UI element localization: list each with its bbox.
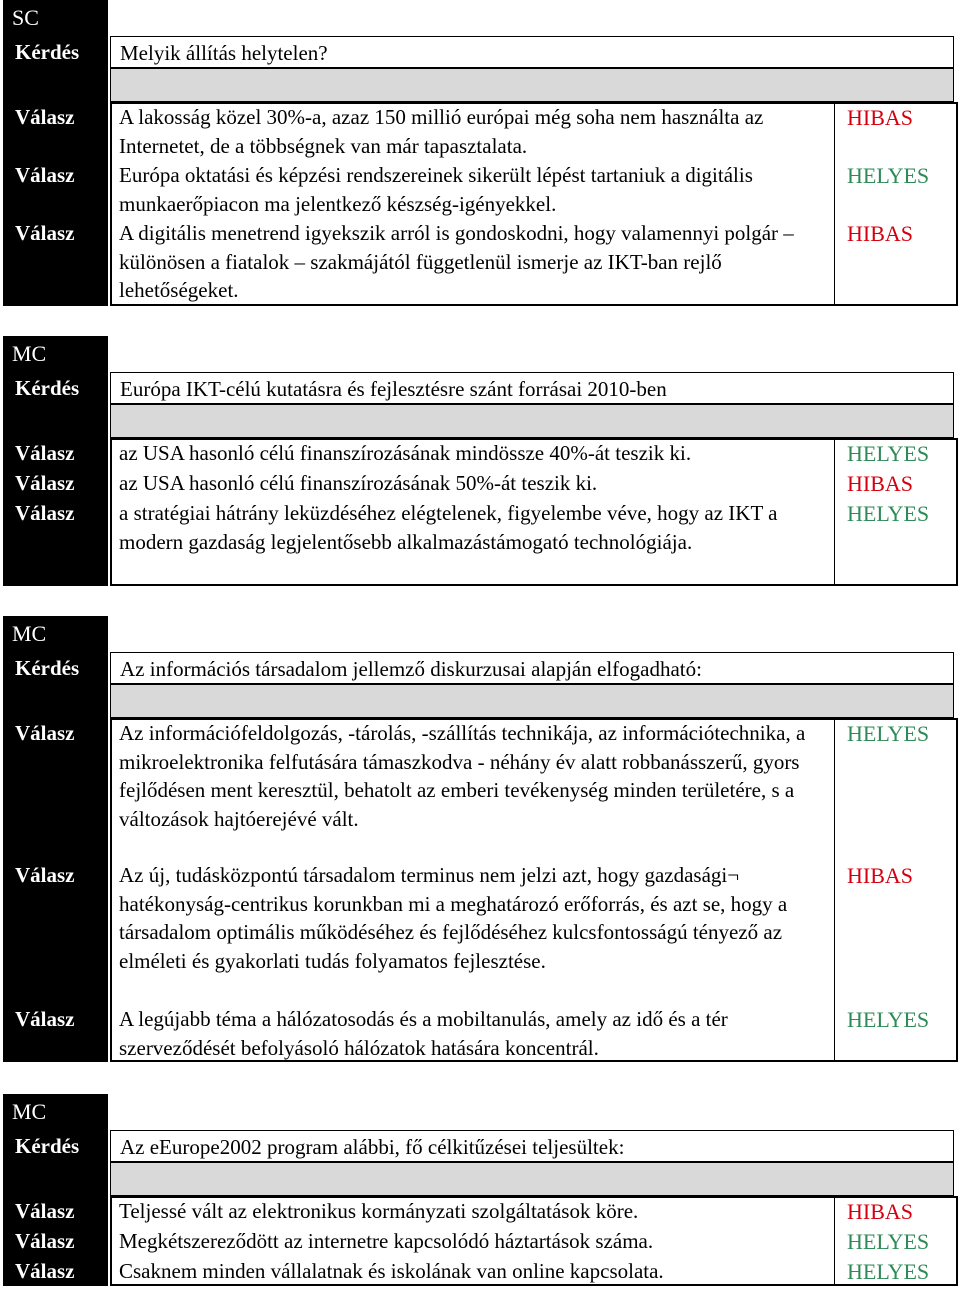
separator-row bbox=[110, 1162, 954, 1196]
answer-label: Válasz bbox=[15, 1229, 75, 1253]
question-text-cell bbox=[110, 652, 954, 684]
answer-area-border bbox=[110, 718, 958, 1062]
question-type: MC bbox=[12, 1099, 47, 1124]
answer-text: Európa oktatási és képzési rendszereinek sikerült lépést tartaniuk a digitális munkaerőpiacon ma jelentkező készség-igényekkel. bbox=[119, 163, 753, 216]
question-type-cell bbox=[3, 336, 108, 372]
answer-label: Válasz bbox=[15, 501, 75, 525]
question-label: Kérdés bbox=[15, 376, 80, 400]
answer-area-border bbox=[110, 438, 958, 586]
answer-label: Válasz bbox=[15, 471, 75, 495]
answer-label-cell bbox=[3, 218, 108, 306]
answer-label-cell bbox=[3, 718, 108, 860]
answer-label: Válasz bbox=[15, 1007, 75, 1031]
answer-label: Válasz bbox=[15, 1259, 75, 1283]
answer-result-badge: HIBAS bbox=[847, 863, 914, 888]
answer-label: Válasz bbox=[15, 105, 75, 129]
separator-row bbox=[110, 404, 954, 438]
answer-label-cell bbox=[3, 1196, 108, 1226]
answer-text: A legújabb téma a hálózatosodás és a mobiltanulás, amely az idő és a tér szerveződését befolyásoló hálózatok hatására koncentrál. bbox=[119, 1007, 728, 1060]
answer-label-cell bbox=[3, 160, 108, 218]
answer-result-badge: HELYES bbox=[847, 501, 930, 526]
question-text: Az információs társadalom jellemző diskurzusai alapján elfogadható: bbox=[120, 657, 702, 681]
question-text: Melyik állítás helytelen? bbox=[120, 41, 328, 65]
answer-label-cell bbox=[3, 468, 108, 498]
separator-row bbox=[110, 684, 954, 718]
label-column-spacer bbox=[3, 1162, 108, 1196]
answer-result-badge: HIBAS bbox=[847, 471, 914, 496]
question-text-cell bbox=[110, 36, 954, 68]
question-text: Európa IKT-célú kutatásra és fejlesztésre szánt forrásai 2010-ben bbox=[120, 377, 667, 401]
answer-text: az USA hasonló célú finanszírozásának mindössze 40%-át teszik ki. bbox=[119, 441, 692, 465]
question-label: Kérdés bbox=[15, 1134, 80, 1158]
answer-result-badge: HELYES bbox=[847, 1259, 930, 1284]
answer-label: Válasz bbox=[15, 163, 75, 187]
answer-area-border bbox=[110, 1196, 958, 1286]
question-label-cell bbox=[3, 1130, 108, 1162]
question-type-cell bbox=[3, 1094, 108, 1130]
question-type-cell bbox=[3, 0, 108, 36]
answer-text: az USA hasonló célú finanszírozásának 50%-át teszik ki. bbox=[119, 471, 598, 495]
answer-label-cell bbox=[3, 1004, 108, 1062]
answer-result-badge: HIBAS bbox=[847, 105, 914, 130]
question-text: Az eEurope2002 program alábbi, fő célkitűzései teljesültek: bbox=[120, 1135, 625, 1159]
answer-label-cell bbox=[3, 1256, 108, 1286]
question-label: Kérdés bbox=[15, 656, 80, 680]
answer-area-border bbox=[110, 102, 958, 306]
question-type: MC bbox=[12, 621, 47, 646]
answer-text: A digitális menetrend igyekszik arról is gondoskodni, hogy valamennyi polgár – különösen a fiatalok – szakmájától függetlenül ismerje az IKT-ban rejlő lehetőségeket. bbox=[119, 221, 794, 302]
question-type-cell bbox=[3, 616, 108, 652]
answer-result-badge: HELYES bbox=[847, 163, 930, 188]
answer-result-badge: HIBAS bbox=[847, 1199, 914, 1224]
answer-label: Válasz bbox=[15, 863, 75, 887]
answer-label: Válasz bbox=[15, 721, 75, 745]
label-column-spacer bbox=[3, 684, 108, 718]
question-label-cell bbox=[3, 372, 108, 404]
label-column-spacer bbox=[3, 68, 108, 102]
answer-text: Csaknem minden vállalatnak és iskolának van online kapcsolata. bbox=[119, 1259, 664, 1283]
answer-text: a stratégiai hátrány leküzdéséhez elégtelenek, figyelembe véve, hogy az IKT a modern gazdaság legjelentősebb alkalmazástámogató technológiája. bbox=[119, 501, 778, 554]
answer-result-badge: HELYES bbox=[847, 721, 930, 746]
answer-text: Az információfeldolgozás, -tárolás, -szállítás technikája, az információtechnika, a mikroelektronika felfutására támaszkodva - néhány év alatt robbanásszerű, gyors fejlődésen ment keresztül, behatolt az emberi tevékenység minden területére, s a változások hajtóerejévé vált. bbox=[119, 721, 806, 831]
question-text-cell bbox=[110, 1130, 954, 1162]
answer-label-cell bbox=[3, 1226, 108, 1256]
label-column-spacer bbox=[3, 404, 108, 438]
answer-text: Megkétszereződött az internetre kapcsolódó háztartások száma. bbox=[119, 1229, 654, 1253]
answer-label: Válasz bbox=[15, 221, 75, 245]
answer-result-badge: HELYES bbox=[847, 1007, 930, 1032]
separator-row bbox=[110, 68, 954, 102]
answer-text: Az új, tudásközpontú társadalom terminus nem jelzi azt, hogy gazdasági¬ hatékonyság-centrikus korunkban mi a meghatározó erőforrás, és azt se, hogy a társadalom optimális működéséhez és fejlődéséhez kulcsfontosságú tényező az elméleti és gyakorlati tudás folyamatos fejlesztése. bbox=[119, 863, 788, 973]
answer-label-cell bbox=[3, 498, 108, 586]
answer-text: Teljessé vált az elektronikus kormányzati szolgáltatások köre. bbox=[119, 1199, 639, 1223]
answer-result-badge: HELYES bbox=[847, 441, 930, 466]
answer-label-cell bbox=[3, 102, 108, 160]
answer-label-cell bbox=[3, 860, 108, 1004]
question-text-cell bbox=[110, 372, 954, 404]
answer-text: A lakosság közel 30%-a, azaz 150 millió európai még soha nem használta az Internetet, de a többségnek van már tapasztalata. bbox=[119, 105, 764, 158]
answer-result-badge: HIBAS bbox=[847, 221, 914, 246]
answer-label: Válasz bbox=[15, 1199, 75, 1223]
question-label-cell bbox=[3, 36, 108, 68]
answer-result-badge: HELYES bbox=[847, 1229, 930, 1254]
answer-label: Válasz bbox=[15, 441, 75, 465]
question-type: SC bbox=[12, 5, 39, 30]
question-type: MC bbox=[12, 341, 47, 366]
answer-label-cell bbox=[3, 438, 108, 468]
question-label-cell bbox=[3, 652, 108, 684]
question-label: Kérdés bbox=[15, 40, 80, 64]
